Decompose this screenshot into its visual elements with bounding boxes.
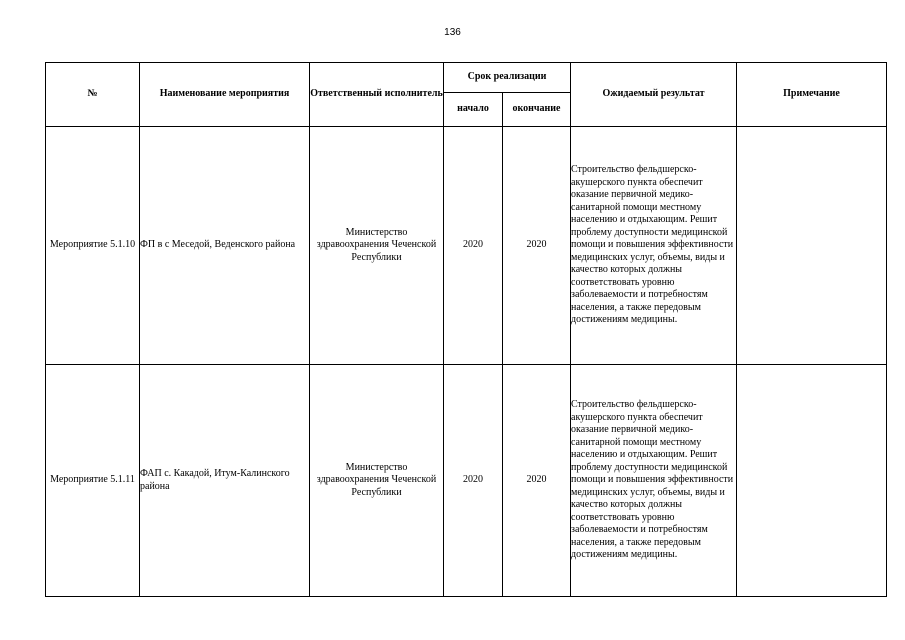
- header-name: Наименование мероприятия: [140, 63, 310, 127]
- table-row: [46, 127, 887, 365]
- header-num: №: [46, 63, 140, 127]
- page-number: 136: [444, 27, 461, 38]
- header-end: окончание: [503, 93, 571, 127]
- table-row: [46, 365, 887, 597]
- header-period: Срок реализации: [444, 63, 571, 93]
- row-start: 2020: [444, 365, 503, 597]
- row-name: ФАП с. Какадой, Итум-Калинского района: [140, 365, 310, 597]
- row-result: Строительство фельдшерско-акушерского пункта обеспечит оказание первичной медико-санитарной помощи местному населению и отдыхающим. Решит проблему доступности медицинской помощи и повышения эффективности медицинских услуг, объемы, виды и качество которых должны соответствовать уровню заболеваемости и потребностям населения, а также передовым достижениям медицины.: [571, 127, 737, 365]
- row-executor: Министерство здравоохранения Чеченской Республики: [310, 365, 444, 597]
- row-start: 2020: [444, 127, 503, 365]
- header-executor: Ответственный исполнитель: [310, 63, 444, 127]
- header-row: [46, 63, 887, 93]
- row-note: [737, 365, 887, 597]
- measures-table: [45, 62, 887, 597]
- header-start: начало: [444, 93, 503, 127]
- header-note: Примечание: [737, 63, 887, 127]
- row-number: Мероприятие 5.1.10: [46, 127, 140, 365]
- row-end: 2020: [503, 365, 571, 597]
- row-note: [737, 127, 887, 365]
- row-name: ФП в с Меседой, Веденского района: [140, 127, 310, 365]
- row-number: Мероприятие 5.1.11: [46, 365, 140, 597]
- row-executor: Министерство здравоохранения Чеченской Республики: [310, 127, 444, 365]
- header-result: Ожидаемый результат: [571, 63, 737, 127]
- row-end: 2020: [503, 127, 571, 365]
- row-result: Строительство фельдшерско-акушерского пункта обеспечит оказание первичной медико-санитарной помощи местному населению и отдыхающим. Решит проблему доступности медицинской помощи и повышения эффективности медицинских услуг, объемы, виды и качество которых должны соответствовать уровню заболеваемости и потребностям населения, а также передовым достижениям медицины.: [571, 365, 737, 597]
